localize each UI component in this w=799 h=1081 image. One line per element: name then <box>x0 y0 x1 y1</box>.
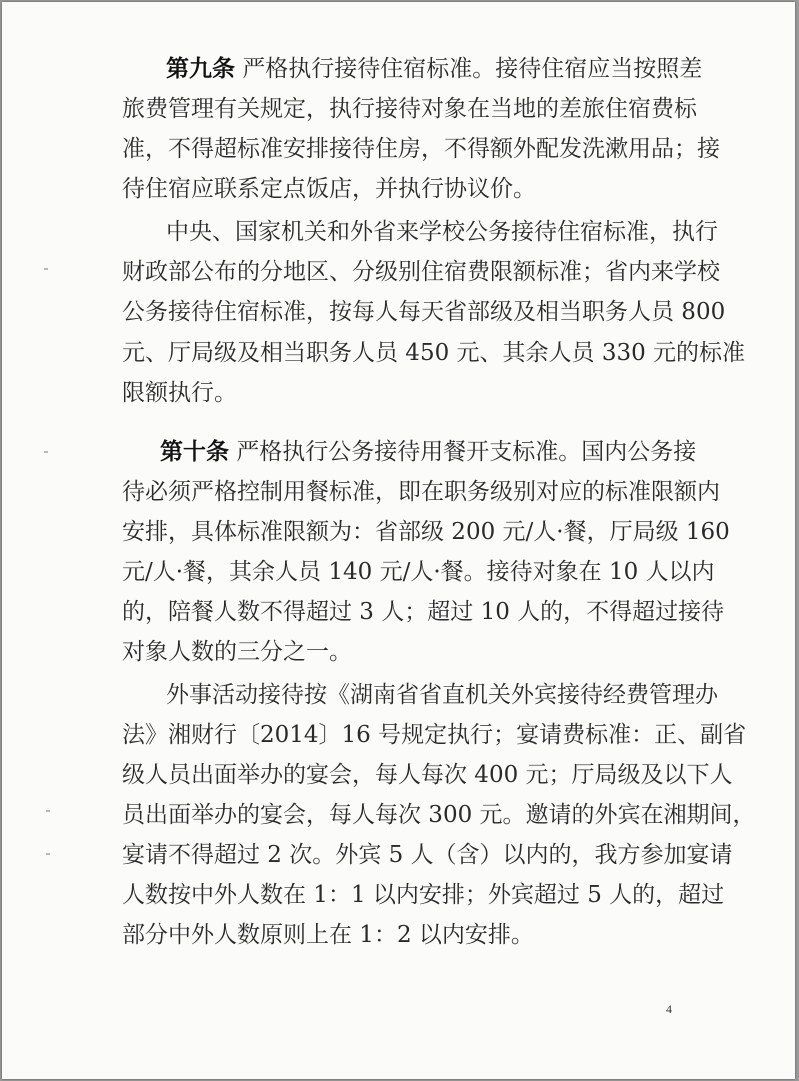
scan-mark <box>46 810 50 812</box>
text-line: 安排，具体标准限额为：省部级 200 元/人·餐，厅局级 160 <box>122 519 730 545</box>
scan-mark <box>44 451 48 453</box>
text-line: 准，不得超标准安排接待住房，不得额外配发洗漱用品；接 <box>122 136 720 162</box>
text-line: 的，陪餐人数不得超过 3 人；超过 10 人的，不得超过接待 <box>122 599 725 625</box>
scan-mark <box>44 268 48 270</box>
text-line: 待必须严格控制用餐标准，即在职务级别对应的标准限额内 <box>122 479 720 505</box>
line-text: 严格执行公务接待用餐开支标准。国内公务接 <box>229 439 697 465</box>
text-line: 部分中外人数原则上在 1：2 以内安排。 <box>122 922 534 948</box>
text-line: 对象人数的三分之一。 <box>122 639 352 665</box>
document-page <box>2 2 795 1079</box>
text-line <box>160 434 697 470</box>
text-line: 员出面举办的宴会，每人每次 300 元。邀请的外宾在湘期间， <box>122 802 756 828</box>
text-line: 中央、国家机关和外省来学校公务接待住宿标准，执行 <box>166 219 718 245</box>
text-line: 限额执行。 <box>122 380 237 406</box>
text-line: 外事活动接待按《湖南省省直机关外宾接待经费管理办 <box>166 682 718 708</box>
text-line: 元/人·餐，其余人员 140 元/人·餐。接待对象在 10 人以内 <box>122 559 715 585</box>
text-line: 公务接待住宿标准，按每人每天省部级及相当职务人员 800 <box>122 299 726 325</box>
text-line: 宴请不得超过 2 次。外宾 5 人（含）以内的，我方参加宴请 <box>122 842 733 868</box>
line-text: 严格执行接待住宿标准。接待住宿应当按照差 <box>235 56 703 82</box>
text-line: 人数按中外人数在 1：1 以内安排；外宾超过 5 人的，超过 <box>122 882 725 908</box>
text-line: 待住宿应联系定点饭店，并执行协议价。 <box>122 176 536 202</box>
text-line: 旅费管理有关规定，执行接待对象在当地的差旅住宿费标 <box>122 96 697 122</box>
scan-mark <box>46 853 50 855</box>
text-line: 财政部公布的分地区、分级别住宿费限额标准；省内来学校 <box>122 259 720 285</box>
article-heading: 第九条 <box>166 55 235 82</box>
page-number: 4 <box>666 1002 672 1016</box>
text-line: 法》湘财行〔2014〕16 号规定执行；宴请费标准：正、副省 <box>122 722 747 748</box>
text-line: 级人员出面举办的宴会，每人每次 400 元；厅局级及以下人 <box>122 762 733 788</box>
article-heading: 第十条 <box>160 438 229 465</box>
text-line <box>166 51 703 87</box>
text-line: 元、厅局级及相当职务人员 450 元、其余人员 330 元的标准 <box>122 340 746 366</box>
